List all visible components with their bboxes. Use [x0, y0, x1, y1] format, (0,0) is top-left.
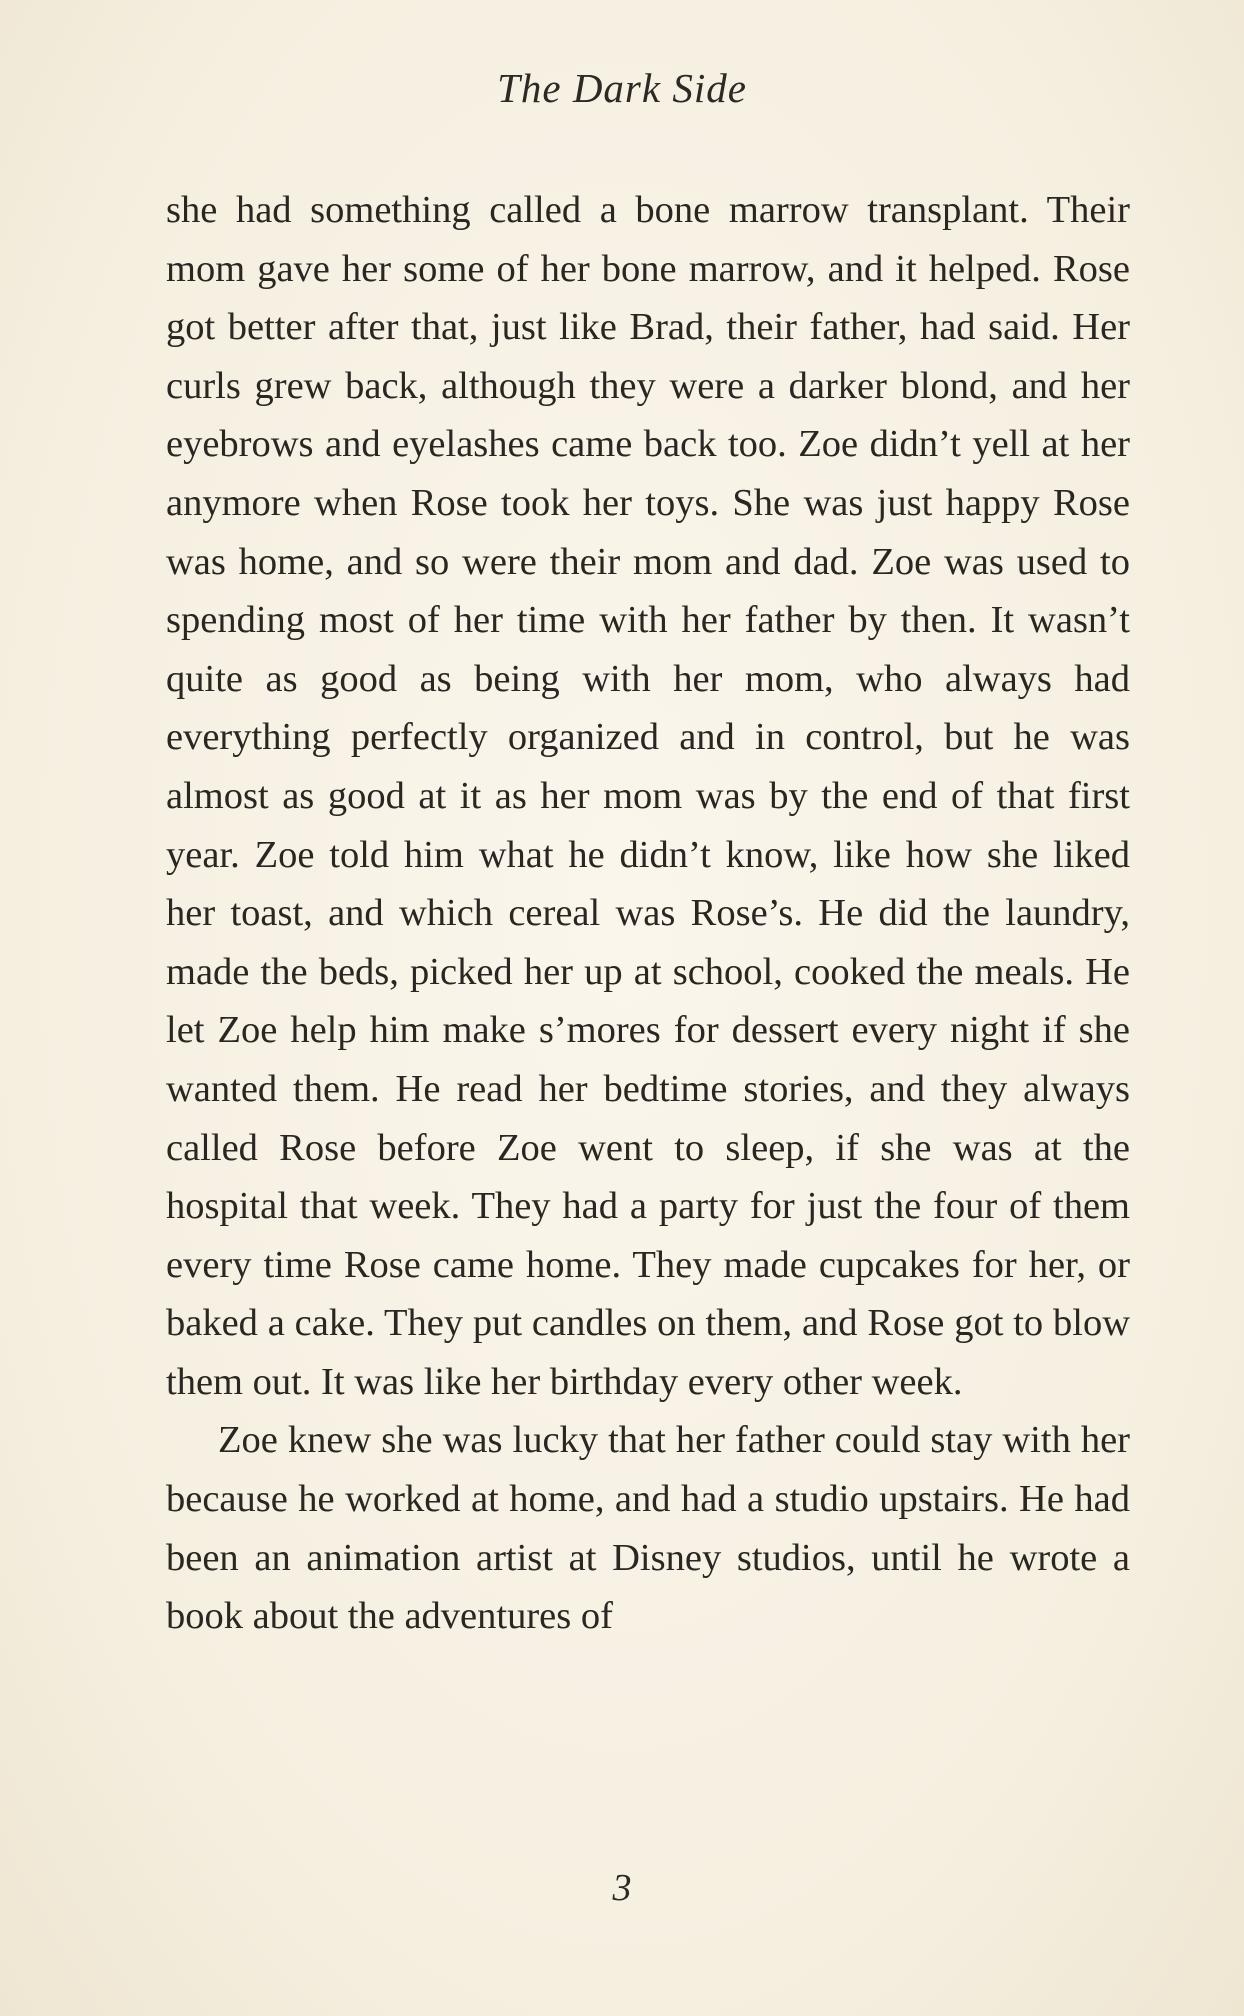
running-head: The Dark Side	[497, 65, 747, 111]
paragraph-2: Zoe knew she was lucky that her father could stay with her because he worked at home, and had a studio upstairs. He had been an animation artist at Disney studios, until he wrote a book about the adventures of	[166, 1419, 1130, 1638]
page-number: 3	[612, 1867, 632, 1909]
body-text	[166, 181, 1130, 1646]
paragraph-1: she had something called a bone marrow transplant. Their mom gave her some of her bone marrow, and it helped. Rose got better after that, just like Brad, their father, had said. Her curls grew back, although they were a darker blond, and her eyebrows and eyelashes came back too. Zoe didn’t yell at her anymore when Rose took her toys. She was just happy Rose was home, and so were their mom and dad. Zoe was used to spending most of her time with her father by then. It wasn’t quite as good as being with her mom, who always had everything perfectly organized and in control, but he was almost as good at it as her mom was by the end of that first year. Zoe told him what he didn’t know, like how she liked her toast, and which cereal was Rose’s. He did the laundry, made the beds, picked her up at school, cooked the meals. He let Zoe help him make s’mores for dessert every night if she wanted them. He read her bedtime stories, and they always called Rose before Zoe went to sleep, if she was at the hospital that week. They had a party for just the four of them every time Rose came home. They made cupcakes for her, or baked a cake. They put candles on them, and Rose got to blow them out. It was like her birthday every other week.	[166, 189, 1130, 1403]
